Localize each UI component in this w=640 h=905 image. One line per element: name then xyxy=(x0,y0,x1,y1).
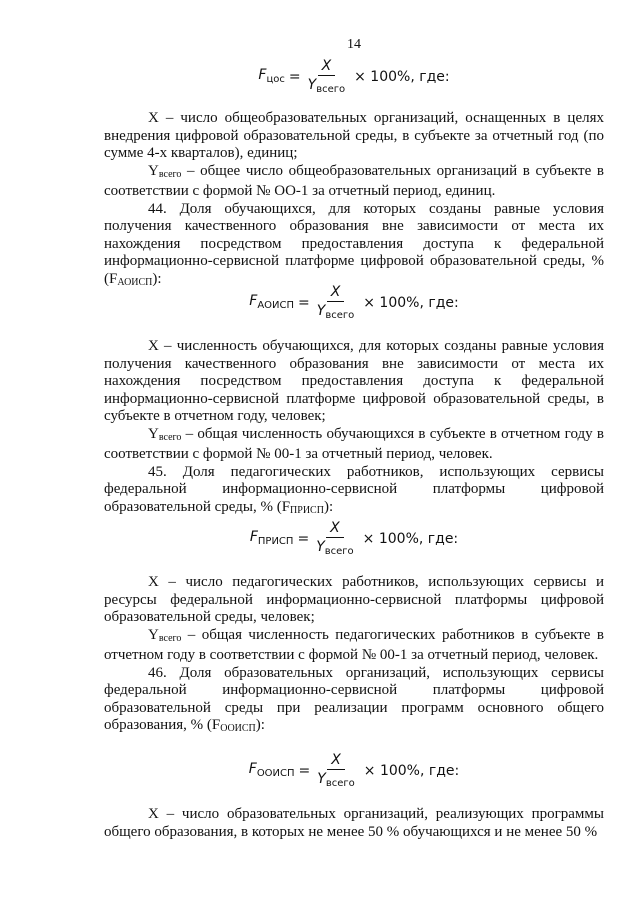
formula-fcos xyxy=(104,58,604,98)
equals-sign: = xyxy=(288,69,301,86)
paragraph: X – число педагогических работников, использующих сервисы и ресурсы федеральной информационно-сервисной платформы цифровой образовательной среды, человек; xyxy=(104,574,604,625)
formula-lhs: $F_{АОИСП}$ xyxy=(249,293,295,312)
fraction xyxy=(314,520,355,560)
denominator: $Y_{всего}$ xyxy=(316,539,354,557)
formula-lhs: $F_{ООИСП}$ xyxy=(248,761,295,780)
fraction xyxy=(315,284,356,324)
equals-sign: = xyxy=(298,763,311,780)
fraction xyxy=(315,752,356,792)
fraction xyxy=(306,58,347,98)
text-block-2 xyxy=(104,338,604,519)
formula-fprisp xyxy=(104,520,604,560)
denominator: $Y_{всего}$ xyxy=(307,77,346,95)
denominator: $Y_{всего}$ xyxy=(317,771,355,789)
paragraph: X – численность обучающихся, для которых созданы равные условия получения качественного образования вне зависимости от места их нахождения посредством предоставления доступа к федеральной информационно-сервисной платформе цифровой образовательной среды, в субъекте в отчетном году, человек; xyxy=(104,338,604,424)
denominator: $Y_{всего}$ xyxy=(316,303,355,321)
text-block-3 xyxy=(104,574,604,738)
paragraph: 44. Доля обучающихся, для которых созданы равные условия получения качественного образования вне зависимости от места их нахождения посредством предоставления доступа к федеральной информационно-сервисной платформе цифровой образовательной среды, % (FАОИСП): xyxy=(104,200,604,288)
formula-rest: × 100%, где: xyxy=(362,531,459,548)
formula-rest: × 100%, где: xyxy=(363,295,459,312)
formula-lhs: $F_{цос}$ xyxy=(258,67,285,86)
paragraph: 46. Доля образовательных организаций, использующих сервисы федеральной информационно-сервисной платформы цифровой образовательной среды при реализации программ основного общего образования, % (FООИСП): xyxy=(104,664,604,734)
paragraph: X – число общеобразовательных организаций, оснащенных в целях внедрения цифровой образовательной среды, в субъекте за отчетный год (по сумме 4-х кварталов), единиц; xyxy=(104,110,604,161)
paragraph: X – число образовательных организаций, реализующих программы общего образования, в которых не менее 50 % обучающихся и не менее 50 % xyxy=(104,806,604,840)
numerator: X xyxy=(327,284,345,302)
numerator: X xyxy=(318,58,336,76)
formula-lhs: $F_{ПРИСП}$ xyxy=(249,529,294,548)
paragraph: Yвсего – общая численность обучающихся в субъекте в отчетном году в соответствии с формой № 00-1 за отчетный период, человек. xyxy=(104,425,604,462)
text-block-1 xyxy=(104,110,604,291)
text-block-4 xyxy=(104,806,604,841)
paragraph: Yвсего – общая численность педагогических работников в субъекте в отчетном году в соответствии с формой № 00-1 за отчетный период, человек. xyxy=(104,626,604,663)
formula-rest: × 100%, где: xyxy=(354,69,450,86)
numerator: X xyxy=(326,520,344,538)
page-number: 14 xyxy=(347,37,361,52)
paragraph: Yвсего – общее число общеобразовательных организаций в субъекте в соответствии с формой № ОО-1 за отчетный период, единиц. xyxy=(104,162,604,199)
formula-faoisp xyxy=(104,284,604,324)
formula-fooisp xyxy=(104,752,604,792)
equals-sign: = xyxy=(298,295,310,312)
numerator: X xyxy=(327,752,345,770)
formula-rest: × 100%, где: xyxy=(363,763,460,780)
equals-sign: = xyxy=(297,531,310,548)
paragraph: 45. Доля педагогических работников, использующих сервисы федеральной информационно-сервисной платформы цифровой образовательной среды, % (FПРИСП): xyxy=(104,463,604,516)
